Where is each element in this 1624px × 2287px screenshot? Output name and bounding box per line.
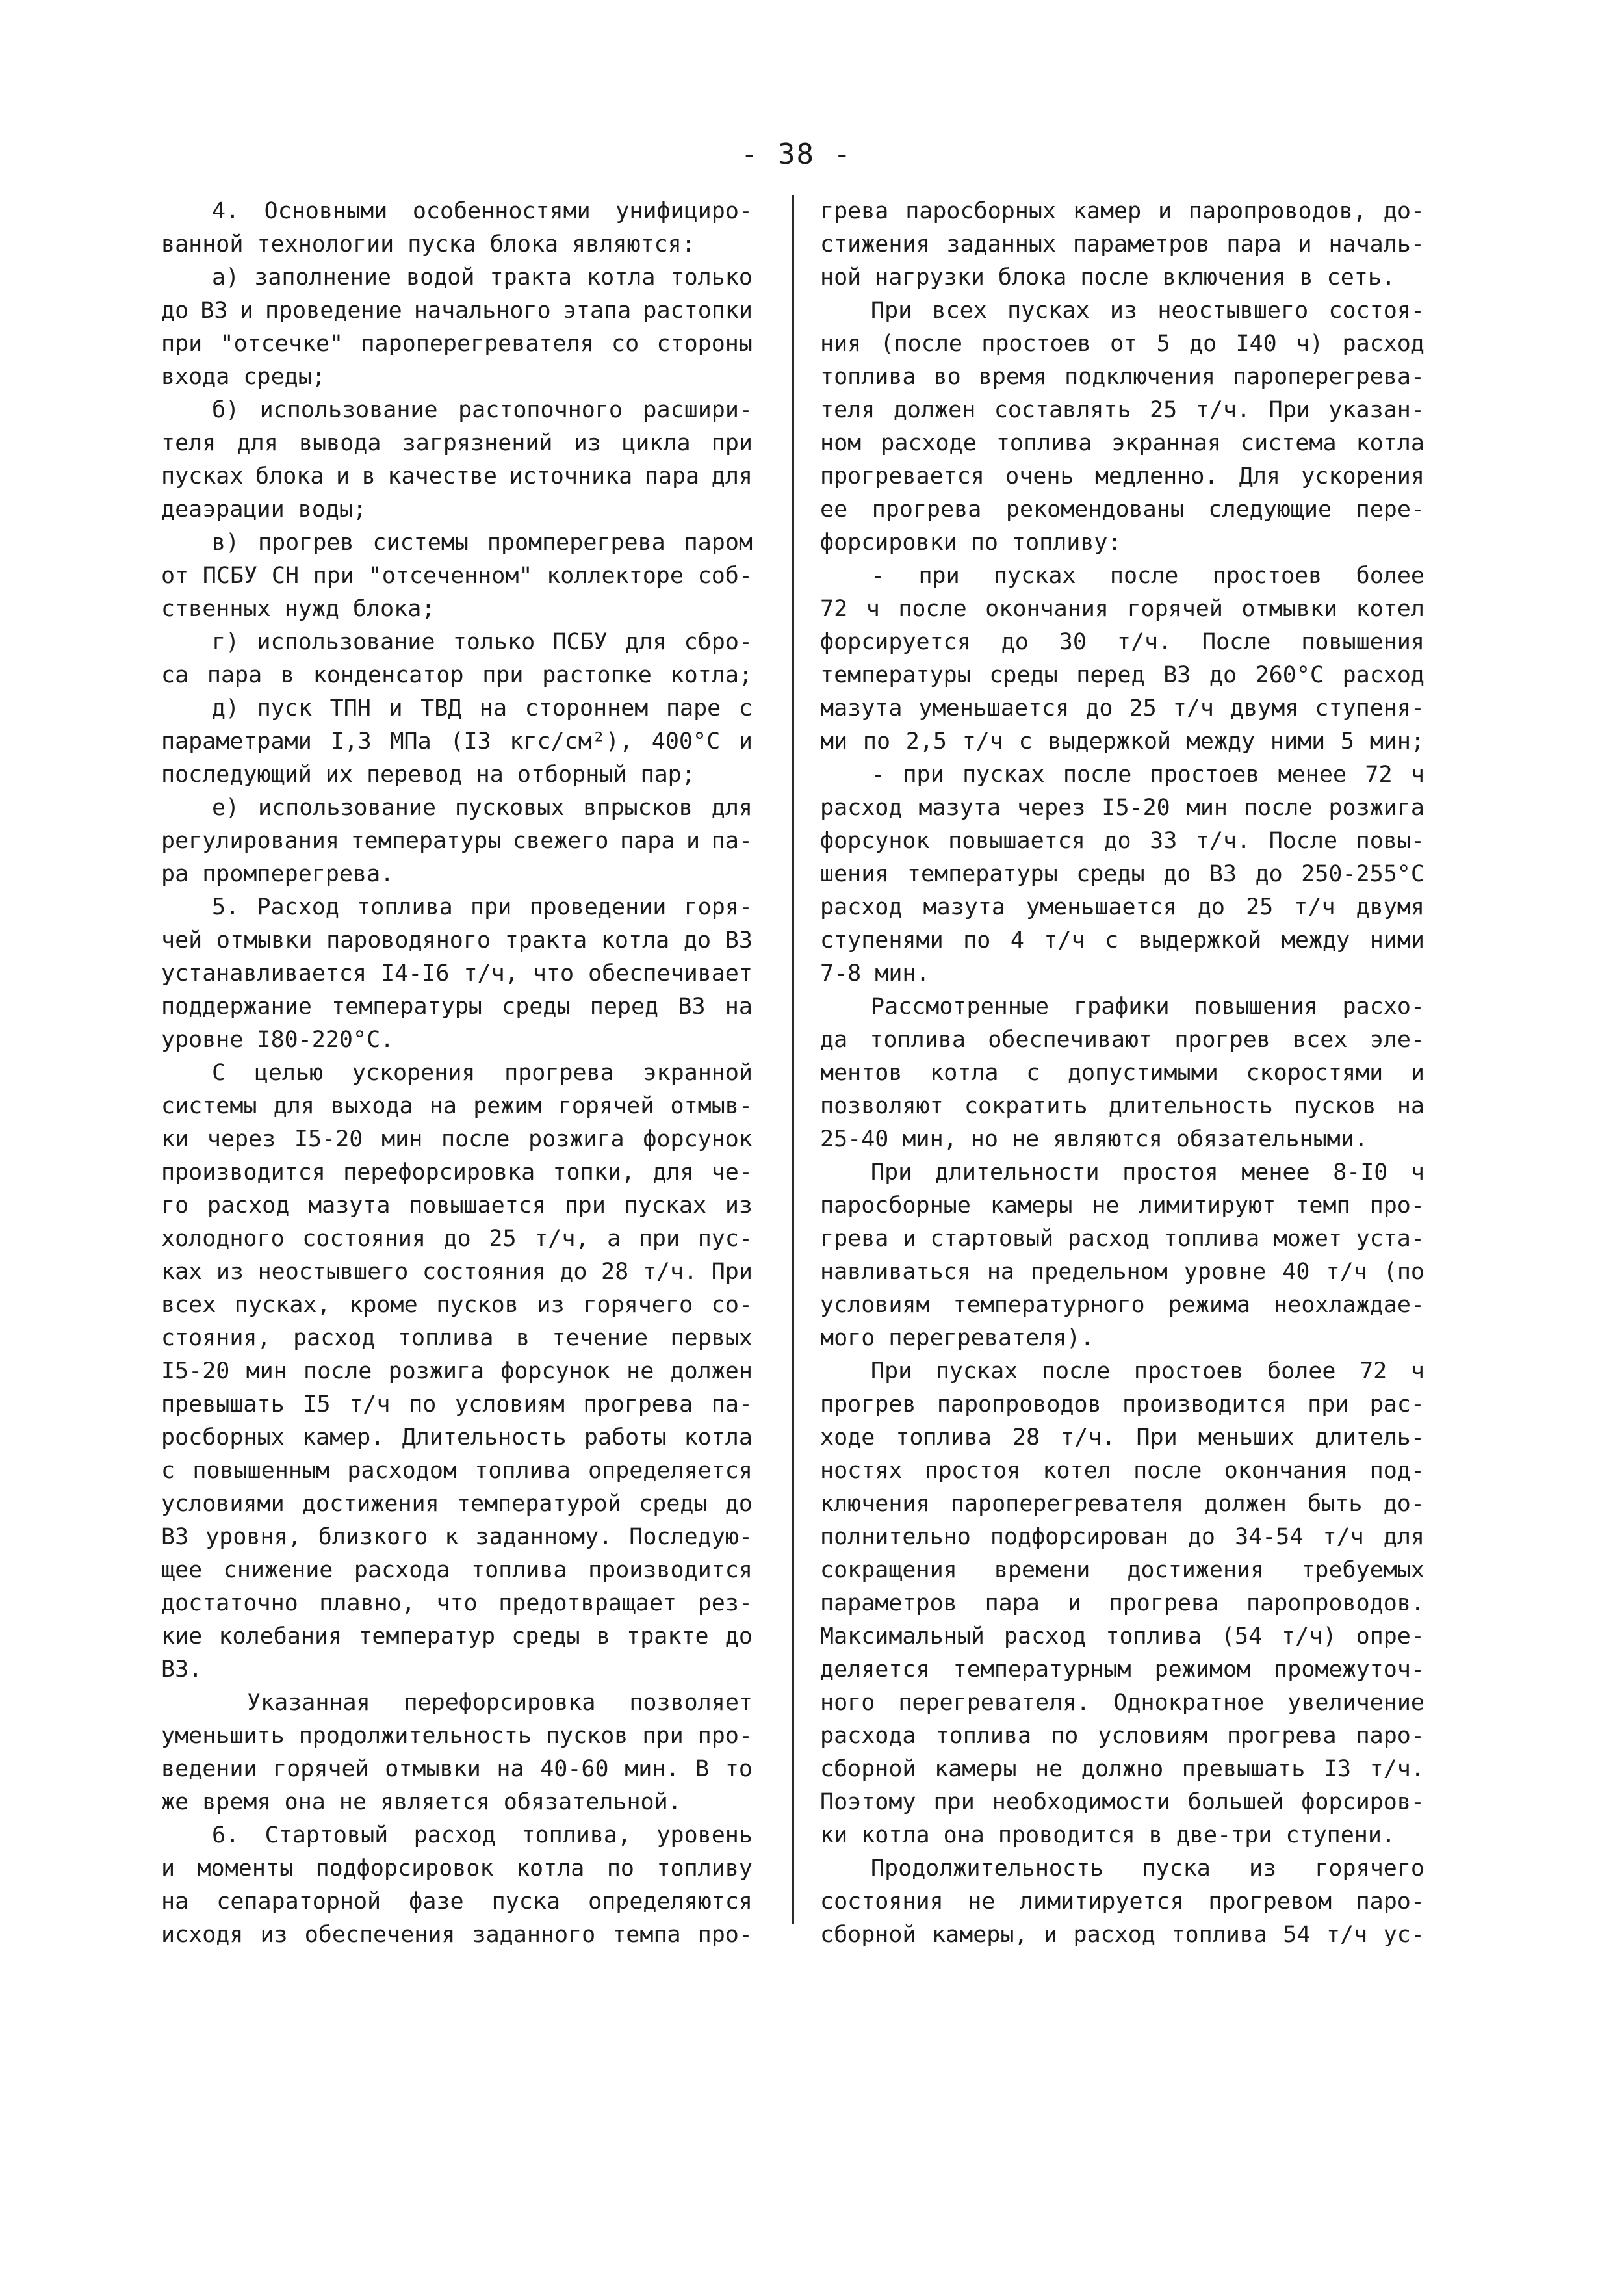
text-line: Рассмотренные графики повышения расхо- xyxy=(871,994,1424,1020)
text-line: с повышенным расходом топлива определяется xyxy=(161,1458,753,1484)
text-line: ВЗ. xyxy=(161,1657,203,1683)
text-line: шения температуры среды до ВЗ до 250-255°С xyxy=(820,861,1424,887)
text-line: ках из неостывшего состояния до 28 т/ч. При xyxy=(161,1259,753,1285)
text-line: прогревается очень медленно. Для ускорения xyxy=(820,463,1424,489)
text-line: производится перефорсировка топки, для че- xyxy=(161,1159,753,1185)
text-line: ходе топлива 28 т/ч. При меньших длитель- xyxy=(820,1425,1424,1451)
text-line: всех пусках, кроме пусков из горячего со- xyxy=(161,1292,753,1318)
text-line: стояния, расход топлива в течение первых xyxy=(161,1325,753,1351)
text-line: ной нагрузки блока после включения в сеть. xyxy=(820,265,1396,291)
text-line: При всех пусках из неостывшего состоя- xyxy=(871,298,1424,324)
text-line: деляется температурным режимом промежуточ- xyxy=(820,1657,1424,1683)
text-line: параметров пара и прогрева паропроводов. xyxy=(820,1590,1424,1616)
text-line: б) использование растопочного расшири- xyxy=(212,397,753,423)
text-line: ведении горячей отмывки на 40-60 мин. В то xyxy=(161,1756,753,1782)
text-line: Указанная перефорсировка позволяет xyxy=(247,1690,753,1716)
text-line: грева и стартовый расход топлива может уста- xyxy=(820,1226,1424,1252)
text-line: д) пуск ТПН и ТВД на стороннем паре с xyxy=(212,695,753,721)
text-line: деаэрации воды; xyxy=(161,497,367,523)
text-line: ки через I5-20 мин после розжига форсунок xyxy=(161,1126,753,1152)
text-line: холодного состояния до 25 т/ч, а при пус- xyxy=(161,1226,753,1252)
column-divider xyxy=(792,195,794,1924)
text-line: расход мазута уменьшается до 25 т/ч двумя xyxy=(820,894,1424,920)
text-line: превышать I5 т/ч по условиям прогрева па- xyxy=(161,1391,753,1417)
text-line: устанавливается I4-I6 т/ч, что обеспечивает xyxy=(161,961,753,987)
text-line: а) заполнение водой тракта котла только xyxy=(212,265,753,291)
text-line: При пусках после простоев более 72 ч xyxy=(871,1358,1424,1384)
text-line: системы для выхода на режим горячей отмыв- xyxy=(161,1093,753,1119)
text-line: полнительно подфорсирован до 34-54 т/ч для xyxy=(820,1524,1424,1550)
text-line: ственных нужд блока; xyxy=(161,596,435,622)
text-line: достаточно плавно, что предотвращает рез- xyxy=(161,1590,753,1616)
text-line: входа среды; xyxy=(161,364,326,390)
text-line: теля должен составлять 25 т/ч. При указан- xyxy=(820,397,1424,423)
text-line: С целью ускорения прогрева экранной xyxy=(212,1060,753,1086)
text-line: исходя из обеспечения заданного темпа про- xyxy=(161,1922,753,1948)
text-line: ее прогрева рекомендованы следующие пере- xyxy=(820,497,1424,523)
text-line: да топлива обеспечивают прогрев всех эле- xyxy=(820,1027,1424,1053)
text-line: - при пусках после простоев более xyxy=(871,563,1424,589)
text-line: г) использование только ПСБУ для сбро- xyxy=(212,629,753,655)
text-line: расхода топлива по условиям прогрева паро- xyxy=(820,1723,1424,1749)
page-number: - 38 - xyxy=(741,138,852,171)
text-line: позволяют сократить длительность пусков на xyxy=(820,1093,1424,1119)
text-line: на сепараторной фазе пуска определяются xyxy=(161,1889,753,1915)
text-line: условиям температурного режима неохлаждае- xyxy=(820,1292,1424,1318)
text-line: - при пусках после простоев менее 72 ч xyxy=(871,762,1424,788)
text-line: Продолжительность пуска из горячего xyxy=(871,1855,1424,1881)
text-line: пусках блока и в качестве источника пара для xyxy=(161,463,753,489)
text-line: Поэтому при необходимости большей форсиров- xyxy=(820,1789,1424,1815)
text-line: кие колебания температур среды в тракте до xyxy=(161,1623,753,1649)
text-line: 5. Расход топлива при проведении горя- xyxy=(212,894,753,920)
text-line: теля для вывода загрязнений из цикла при xyxy=(161,430,753,456)
text-line: ступенями по 4 т/ч с выдержкой между ними xyxy=(820,927,1424,953)
text-line: 6. Стартовый расход топлива, уровень xyxy=(212,1822,753,1848)
text-line: ном расходе топлива экранная система котла xyxy=(820,430,1424,456)
text-line: са пара в конденсатор при растопке котла; xyxy=(161,662,753,688)
text-line: в) прогрев системы промперегрева паром xyxy=(212,530,753,556)
text-line: и моменты подфорсировок котла по топливу xyxy=(161,1855,753,1881)
text-line: ки котла она проводится в две-три ступени. xyxy=(820,1822,1396,1848)
text-line: стижения заданных параметров пара и началь- xyxy=(820,231,1424,257)
text-line: параметрами I,3 МПа (I3 кгс/см²), 400°С и xyxy=(161,729,753,755)
text-line: расход мазута через I5-20 мин после розжига xyxy=(820,795,1424,821)
text-line: сборной камеры не должно превышать I3 т/ч. xyxy=(820,1756,1424,1782)
text-line: сокращения времени достижения требуемых xyxy=(820,1557,1424,1583)
text-line: ванной технологии пуска блока являются: xyxy=(161,231,695,257)
text-line: форсировки по топливу: xyxy=(820,530,1122,556)
text-line: топлива во время подключения пароперегрева- xyxy=(820,364,1424,390)
text-line: уровне I80-220°С. xyxy=(161,1027,394,1053)
text-line: мазута уменьшается до 25 т/ч двумя ступеня- xyxy=(820,695,1424,721)
text-line: форсунок повышается до 33 т/ч. После повы- xyxy=(820,828,1424,854)
text-line: при "отсечке" пароперегревателя со стороны xyxy=(161,331,753,357)
text-line: навливаться на предельном уровне 40 т/ч (по xyxy=(820,1259,1424,1285)
text-line: ВЗ уровня, близкого к заданному. Последую- xyxy=(161,1524,753,1550)
text-line: го расход мазута повышается при пусках из xyxy=(161,1193,753,1219)
text-line: ключения пароперегревателя должен быть до- xyxy=(820,1491,1424,1517)
text-line: состояния не лимитируется прогревом паро- xyxy=(820,1889,1424,1915)
text-line: Максимальный расход топлива (54 т/ч) опре- xyxy=(820,1623,1424,1649)
text-line: от ПСБУ СН при "отсеченном" коллекторе соб- xyxy=(161,563,753,589)
text-line: уменьшить продолжительность пусков при про- xyxy=(161,1723,753,1749)
text-line: чей отмывки пароводяного тракта котла до ВЗ xyxy=(161,927,753,953)
text-line: ми по 2,5 т/ч с выдержкой между ними 5 мин; xyxy=(820,729,1424,755)
right-column xyxy=(820,195,1424,1952)
text-line: ментов котла с допустимыми скоростями и xyxy=(820,1060,1424,1086)
text-line: ра промперегрева. xyxy=(161,861,394,887)
text-line: 25-40 мин, но не являются обязательными. xyxy=(820,1126,1368,1152)
text-line: 7-8 мин. xyxy=(820,961,930,987)
text-line: При длительности простоя менее 8-I0 ч xyxy=(871,1159,1424,1185)
text-line: ностях простоя котел после окончания под- xyxy=(820,1458,1424,1484)
text-line: же время она не является обязательной. xyxy=(161,1789,682,1815)
text-line: форсируется до 30 т/ч. После повышения xyxy=(820,629,1424,655)
text-line: мого перегревателя). xyxy=(820,1325,1094,1351)
text-line: росборных камер. Длительность работы котла xyxy=(161,1425,753,1451)
text-line: 72 ч после окончания горячей отмывки котел xyxy=(820,596,1424,622)
text-line: сборной камеры, и расход топлива 54 т/ч ус- xyxy=(820,1922,1424,1948)
text-line: температуры среды перед ВЗ до 260°С расход xyxy=(820,662,1424,688)
left-column xyxy=(161,195,753,1952)
text-line: грева паросборных камер и паропроводов, до- xyxy=(820,198,1424,224)
text-line: поддержание температуры среды перед ВЗ на xyxy=(161,994,753,1020)
text-line: I5-20 мин после розжига форсунок не должен xyxy=(161,1358,753,1384)
text-line: щее снижение расхода топлива производится xyxy=(161,1557,753,1583)
text-line: регулирования температуры свежего пара и па- xyxy=(161,828,753,854)
text-line: 4. Основными особенностями унифициро- xyxy=(212,198,753,224)
text-line: до ВЗ и проведение начального этапа растопки xyxy=(161,298,753,324)
text-line: ного перегревателя. Однократное увеличение xyxy=(820,1690,1424,1716)
text-line: прогрев паропроводов производится при рас- xyxy=(820,1391,1424,1417)
text-line: последующий их перевод на отборный пар; xyxy=(161,762,695,788)
text-line: паросборные камеры не лимитируют темп про- xyxy=(820,1193,1424,1219)
text-line: е) использование пусковых впрысков для xyxy=(212,795,753,821)
text-line: ния (после простоев от 5 до I40 ч) расход xyxy=(820,331,1424,357)
text-line: условиями достижения температурой среды до xyxy=(161,1491,753,1517)
